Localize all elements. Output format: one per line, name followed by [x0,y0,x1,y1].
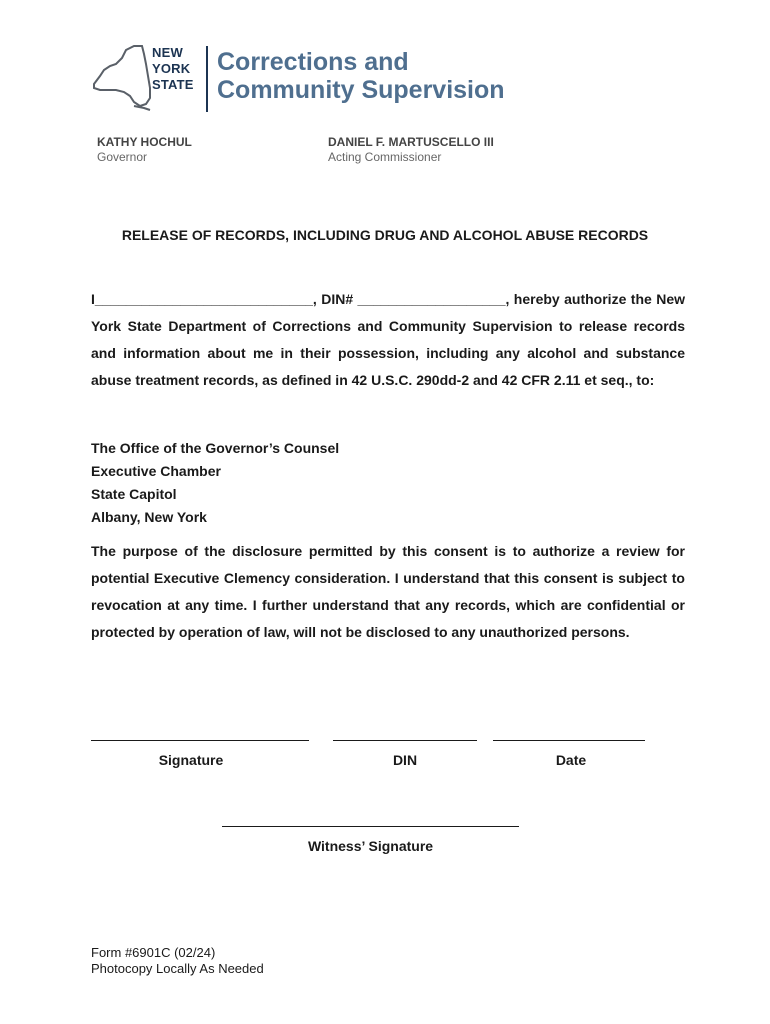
witness-signature-label: Witness’ Signature [307,838,434,854]
document-title: RELEASE OF RECORDS, INCLUDING DRUG AND ALCOHOL ABUSE RECORDS [121,227,649,243]
witness-signature-line[interactable] [222,826,519,827]
date-label: Date [555,752,587,768]
authorization-paragraph: I____________________________, DIN# ___________________, hereby authorize the New York State Department of Corrections and Community Supervision to release records and information about me in their possession, including any alcohol and substance abuse treatment records, as defined in 42 U.S.C. 290dd-2 and 42 CFR 2.11 et seq., to: [91,291,685,388]
form-footer [91,945,264,977]
logo-state-word: STATE [152,77,194,92]
commissioner-name: DANIEL F. MARTUSCELLO III [328,135,494,149]
recipient-address [91,437,339,529]
governor-name: KATHY HOCHUL [97,135,192,149]
signature-label: Signature [158,752,224,768]
commissioner-block [328,135,494,165]
logo-divider [206,46,208,112]
new-york-state-map-icon [90,44,152,114]
agency-name-line-2: Community Supervision [217,76,505,104]
address-line: Albany, New York [91,509,207,525]
din-label: DIN [392,752,418,768]
commissioner-title: Acting Commissioner [328,150,442,164]
governor-block [97,135,192,165]
photocopy-note: Photocopy Locally As Needed [91,961,264,976]
address-line: The Office of the Governor’s Counsel [91,440,340,456]
form-number: Form #6901C (02/24) [91,945,216,960]
signature-line[interactable] [91,740,309,741]
agency-name-line-1: Corrections and [217,48,409,76]
address-line: Executive Chamber [91,463,221,479]
address-line: State Capitol [91,486,177,502]
din-line[interactable] [333,740,477,741]
date-line[interactable] [493,740,645,741]
logo-state-word: YORK [152,61,191,76]
governor-title: Governor [97,150,148,164]
agency-logo [90,40,510,120]
logo-state-word: NEW [152,45,183,60]
purpose-paragraph: The purpose of the disclosure permitted by this consent is to authorize a review for potential Executive Clemency consideration. I understand that this consent is subject to revocation at any time. I further understand that any records, which are confidential or protected by operation of law, will not be disclosed to any unauthorized persons. [91,543,685,640]
